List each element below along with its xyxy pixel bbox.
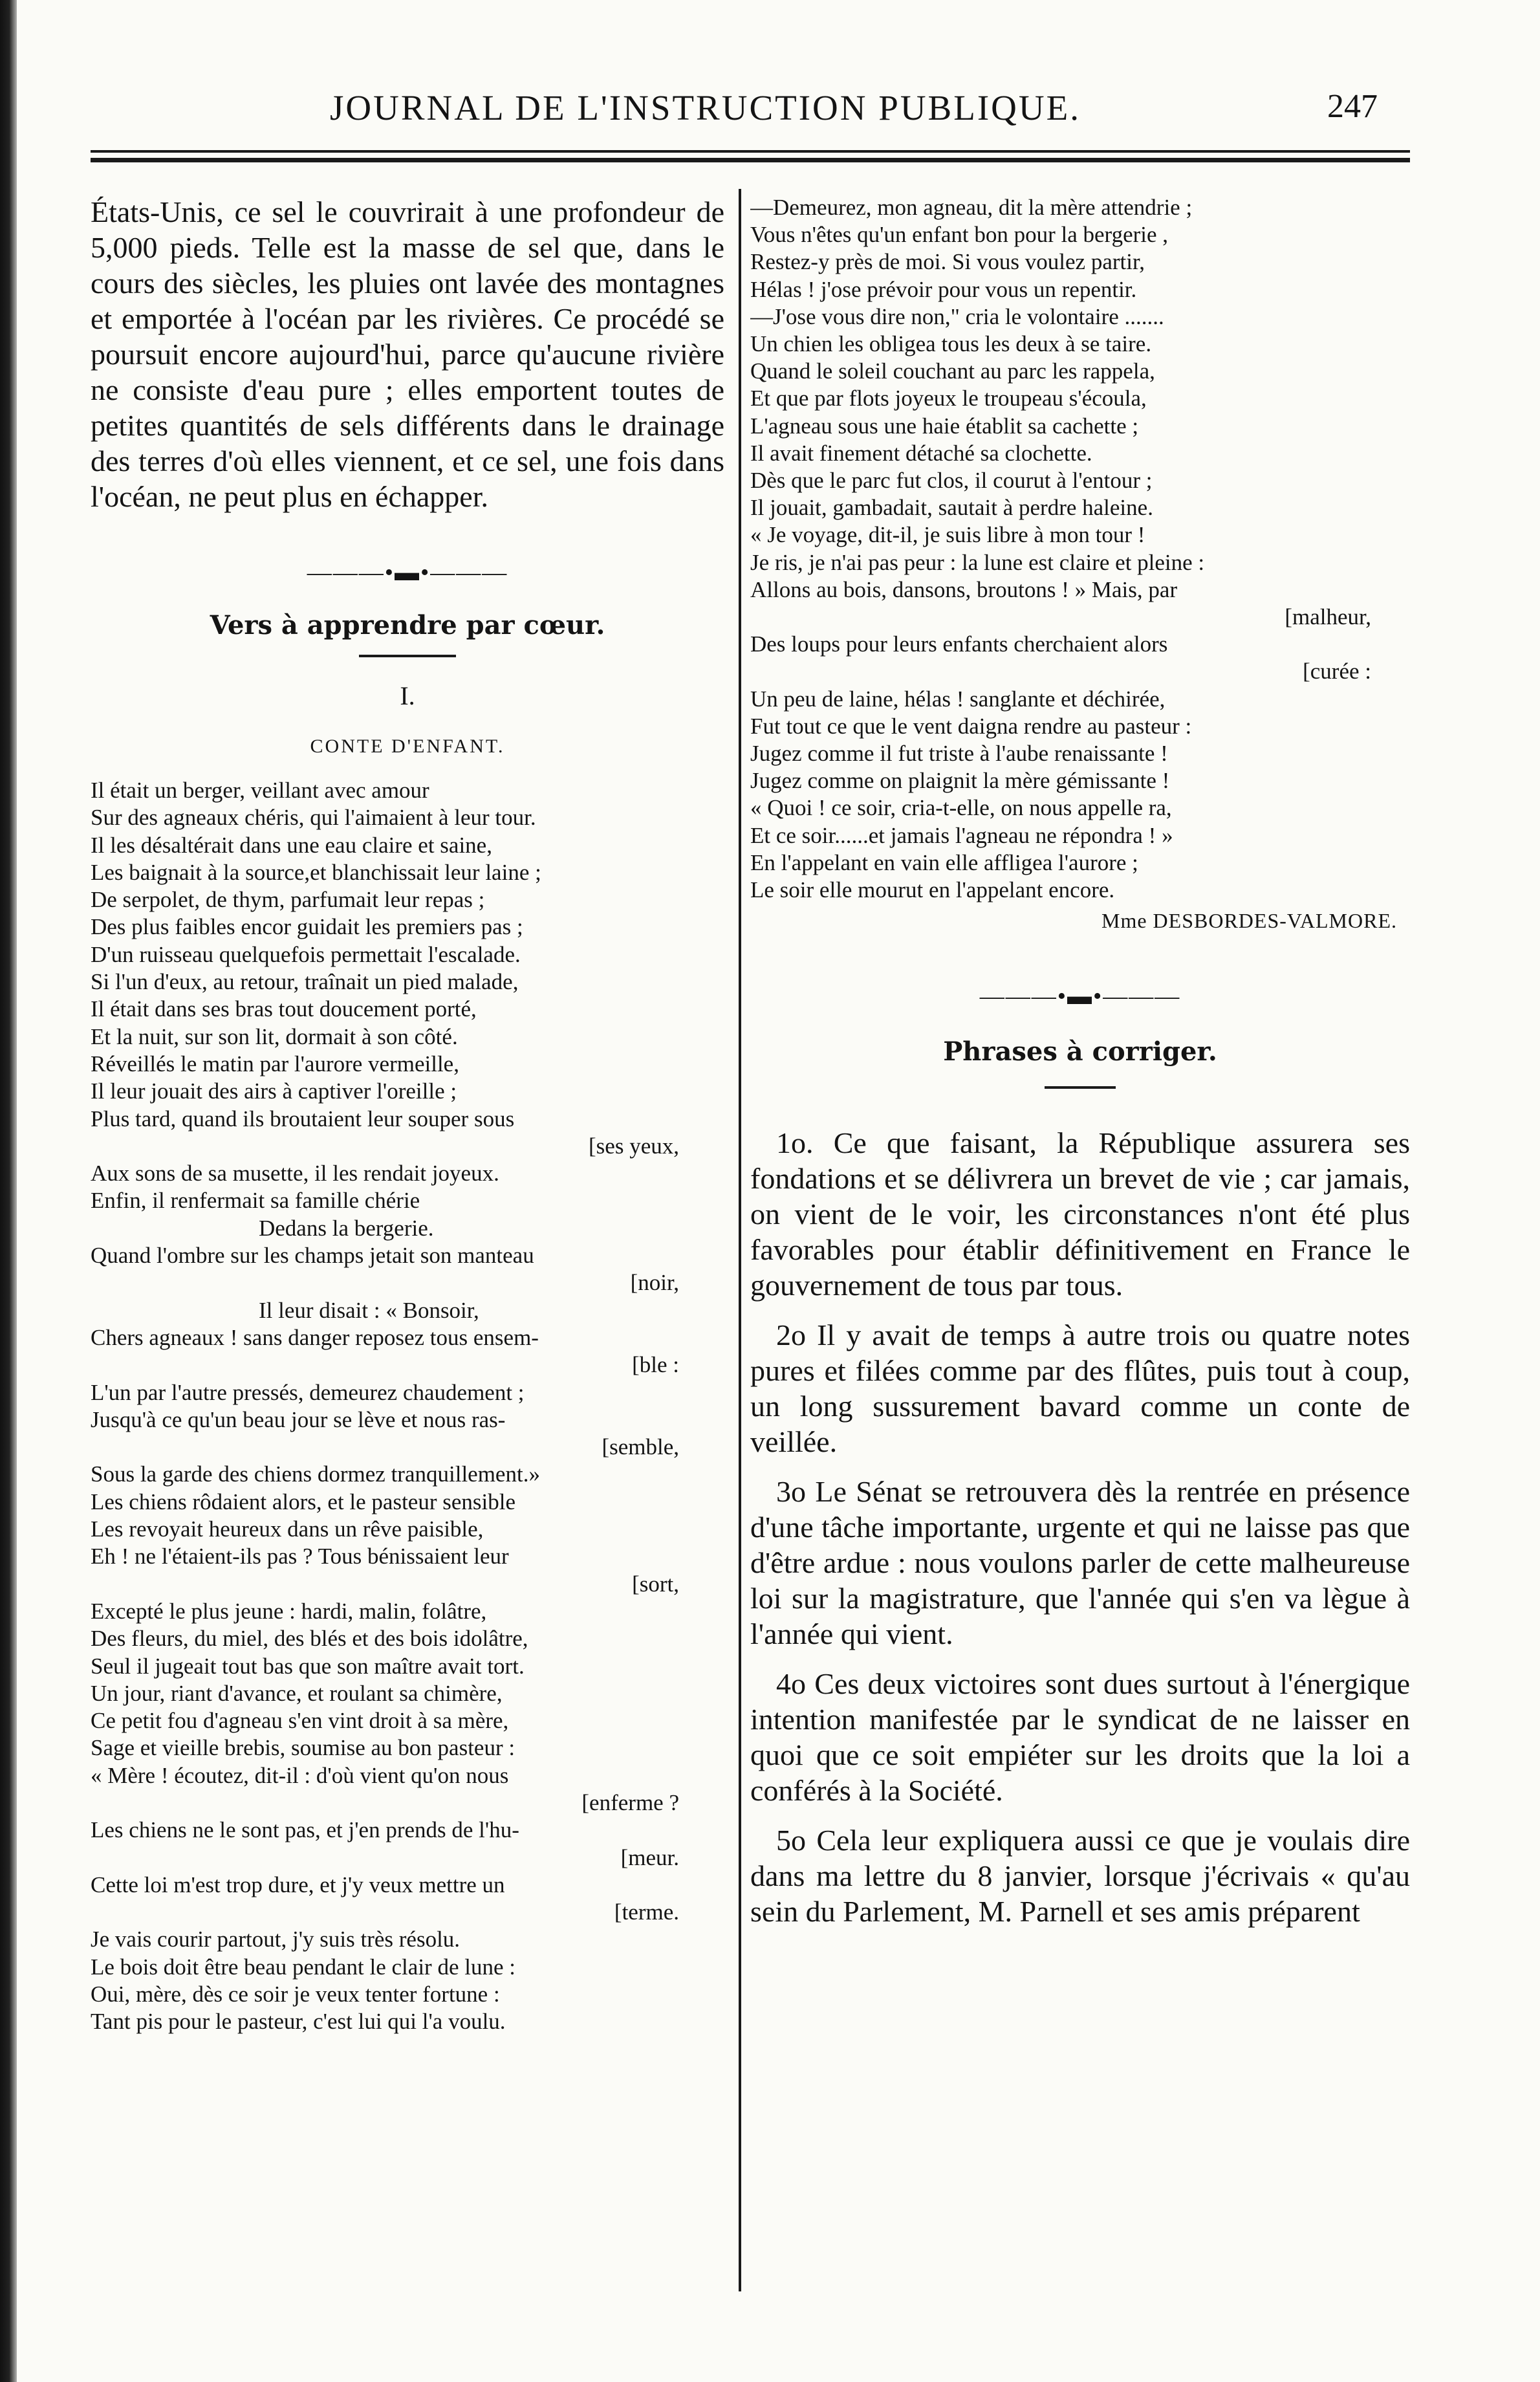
poem-line-continuation: [meur. [620,1844,679,1870]
column-divider [739,189,741,2291]
poem-line: Sage et vieille brebis, soumise au bon pasteur : [91,1735,515,1761]
poem-line: En l'appelant en vain elle affligea l'aurore ; [750,849,1138,875]
poem-line-continuation: [enferme ? [581,1789,679,1815]
poem-line: Quand l'ombre sur les champs jetait son manteau [91,1243,534,1269]
exercise-5: 5o Cela leur expliquera aussi ce que je voulais dire dans ma lettre du 8 janvier, lorsque j'écrivais « qu'au sein du Parlement, M. Parnell et ses amis préparent [750,1824,1410,1929]
poem-line: Et que par flots joyeux le troupeau s'écoula, [750,386,1147,411]
poem-line: L'agneau sous une haie établit sa cachette ; [750,413,1139,439]
poem-line: Si l'un d'eux, au retour, traînait un pied malade, [91,969,519,995]
poem-line: Les baignait à la source,et blanchissait leur laine ; [91,859,541,885]
poem-line: Je ris, je n'ai pas peur : la lune est claire et pleine : [750,549,1205,575]
poem-line: Il les désaltérait dans une eau claire et saine, [91,832,492,858]
left-column [91,194,724,2036]
poem-line: Des loups pour leurs enfants cherchaient alors [750,631,1168,657]
poem-line: Les revoyait heureux dans un rêve paisible, [91,1516,484,1542]
poem-line: D'un ruisseau quelquefois permettait l'escalade. [91,941,521,967]
poem-line: Oui, mère, dès ce soir je veux tenter fortune : [91,1982,500,2007]
poem-line: Il était dans ses bras tout doucement porté, [91,996,477,1022]
poem-attribution: Mme DESBORDES-VALMORE. [1101,909,1397,933]
poem-line: Et la nuit, sur son lit, dormait à son côté. [91,1023,458,1049]
poem-line: Un chien les obligea tous les deux à se taire. [750,331,1152,357]
poem-line: —J'ose vous dire non," cria le volontaire ....... [750,303,1164,329]
poem-line: Chers agneaux ! sans danger reposez tous ensem- [91,1324,539,1350]
poem-line: Excepté le plus jeune : hardi, malin, folâtre, [91,1598,487,1624]
poem-line: Eh ! ne l'étaient-ils pas ? Tous bénissaient leur [91,1544,509,1569]
binding-edge [0,0,17,2382]
poem-right [750,194,1410,904]
poem-line: Et ce soir......et jamais l'agneau ne répondra ! » [750,822,1173,848]
poem-line: Il avait finement détaché sa clochette. [750,440,1092,466]
poem-line: Sous la garde des chiens dormez tranquillement.» [91,1461,540,1487]
poem-line: Les chiens rôdaient alors, et le pasteur sensible [91,1489,516,1514]
poem-line: Le bois doit être beau pendant le clair de lune : [91,1954,515,1980]
poem-title: CONTE D'ENFANT. [310,736,505,757]
poem-line: Des plus faibles encor guidait les premiers pas ; [91,914,523,940]
poem-line: L'un par l'autre pressés, demeurez chaudement ; [91,1379,525,1405]
exercise-4: 4o Ces deux victoires sont dues surtout à l'énergique intention manifestée par le syndicat de ne laisser en quoi que ce soit empiéter sur les droits que la loi a conférés à la Société. [750,1667,1410,1808]
intro-paragraph: États-Unis, ce sel le couvrirait à une profondeur de 5,000 pieds. Telle est la masse de sel que, dans le cours des siècles, les pluies ont lavée des montagnes et emportée à l'océan par les rivières. Ce procédé se poursuit encore aujourd'hui, parce qu'aucune rivière ne consiste d'eau pure ; elles emportent toutes de petites quantités de sels différents dans le drainage des terres d'où elles viennent, et ce sel, une fois dans l'océan, ne peut plus en échapper. [91,195,724,513]
poem-line: Sur des agneaux chéris, qui l'aimaient à leur tour. [91,805,536,831]
poem-line: Hélas ! j'ose prévoir pour vous un repentir. [750,276,1137,302]
poem-line: Allons au bois, dansons, broutons ! » Mais, par [750,576,1178,602]
page-header [97,87,1378,139]
poem-line-continuation: [noir, [630,1270,679,1296]
poem-line-continuation: [sort, [632,1571,679,1597]
poem-line: Restez-y près de moi. Si vous voulez partir, [750,249,1145,275]
poem-line: Tant pis pour le pasteur, c'est lui qui l'a voulu. [91,2009,506,2035]
poem-line: Un peu de laine, hélas ! sanglante et déchirée, [750,686,1166,712]
poem-line-continuation: [malheur, [1285,604,1371,630]
roman-numeral: I. [400,681,415,710]
poem-line: Dedans la bergerie. [259,1215,434,1241]
header-rule [91,150,1410,153]
poem-line-continuation: [ses yeux, [589,1133,679,1159]
poem-line: Les chiens ne le sont pas, et j'en prends de l'hu- [91,1817,519,1843]
section-title-verses: Vers à apprendre par cœur. [210,610,605,640]
poem-line: Je vais courir partout, j'y suis très résolu. [91,1927,461,1952]
poem-line: De serpolet, de thym, parfumait leur repas ; [91,887,485,913]
poem-line: Jugez comme il fut triste à l'aube renaissante ! [750,741,1168,767]
poem-line: Cette loi m'est trop dure, et j'y veux mettre un [91,1872,505,1897]
poem-line: Jugez comme on plaignit la mère gémissante ! [750,768,1170,794]
poem-line: Des fleurs, du miel, des blés et des bois idolâtre, [91,1626,528,1652]
poem-line: Enfin, il renfermait sa famille chérie [91,1188,420,1214]
poem-line: Ce petit fou d'agneau s'en vint droit à sa mère, [91,1708,509,1734]
poem-line: Quand le soleil couchant au parc les rappela, [750,358,1155,384]
poem-line: « Mère ! écoutez, dit-il : d'où vient qu'on nous [91,1762,509,1788]
poem-line: Vous n'êtes qu'un enfant bon pour la bergerie , [750,222,1169,248]
poem-line: Un jour, riant d'avance, et roulant sa chimère, [91,1680,503,1706]
poem-line: Jusqu'à ce qu'un beau jour se lève et nous ras- [91,1406,506,1432]
poem-line: Il était un berger, veillant avec amour [91,778,429,803]
poem-line: Dès que le parc fut clos, il courut à l'entour ; [750,468,1153,494]
poem-line: Fut tout ce que le vent daigna rendre au pasteur : [750,713,1192,739]
page-number: 247 [1327,88,1378,125]
poem-line: Il jouait, gambadait, sautait à perdre haleine. [750,495,1153,521]
poem-line-continuation: [curée : [1303,659,1371,684]
poem-left [91,777,724,2036]
exercise-1: 1o. Ce que faisant, la République assurera ses fondations et se délivrera un brevet de vie ; car jamais, on vient de le voir, les circonstances n'ont été plus favorables pour établir définitivement en France le gouvernement de tous par tous. [750,1126,1410,1302]
ornament-divider: ———•▬•——— [307,559,508,586]
poem-line: Seul il jugeait tout bas que son maître avait tort. [91,1653,525,1679]
poem-line: Il leur jouait des airs à captiver l'oreille ; [91,1078,457,1104]
poem-line: « Quoi ! ce soir, cria-t-elle, on nous appelle ra, [750,795,1172,821]
exercise-3: 3o Le Sénat se retrouvera dès la rentrée en présence d'une tâche importante, urgente et qui ne laisse pas que d'être ardue : nous voulons parler de cette malheureuse loi sur la magistrature, que l'année qui s'en va lègue à l'année qui vient. [750,1475,1410,1651]
section-title-phrases: Phrases à corriger. [943,1036,1217,1067]
ornament-divider: ———•▬•——— [979,983,1181,1011]
poem-line-continuation: [semble, [602,1434,679,1460]
header-rule-thick [91,158,1410,162]
poem-line: Le soir elle mourut en l'appelant encore. [750,877,1115,903]
poem-line: « Je voyage, dit-il, je suis libre à mon tour ! [750,522,1145,548]
exercise-2: 2o Il y avait de temps à autre trois ou quatre notes pures et filées comme par des flûtes, puis tout à coup, un long sussurement bavard comme un conte de veillée. [750,1318,1410,1459]
right-column [750,194,1410,1943]
poem-line: Aux sons de sa musette, il les rendait joyeux. [91,1161,499,1186]
poem-line: —Demeurez, mon agneau, dit la mère attendrie ; [750,195,1193,220]
poem-line: Plus tard, quand ils broutaient leur souper sous [91,1106,515,1131]
poem-line: Réveillés le matin par l'aurore vermeille, [91,1051,459,1076]
running-title: JOURNAL DE L'INSTRUCTION PUBLIQUE. [330,88,1081,127]
poem-line: Il leur disait : « Bonsoir, [259,1297,479,1323]
poem-line-continuation: [ble : [632,1352,679,1378]
poem-line-continuation: [terme. [614,1899,679,1925]
